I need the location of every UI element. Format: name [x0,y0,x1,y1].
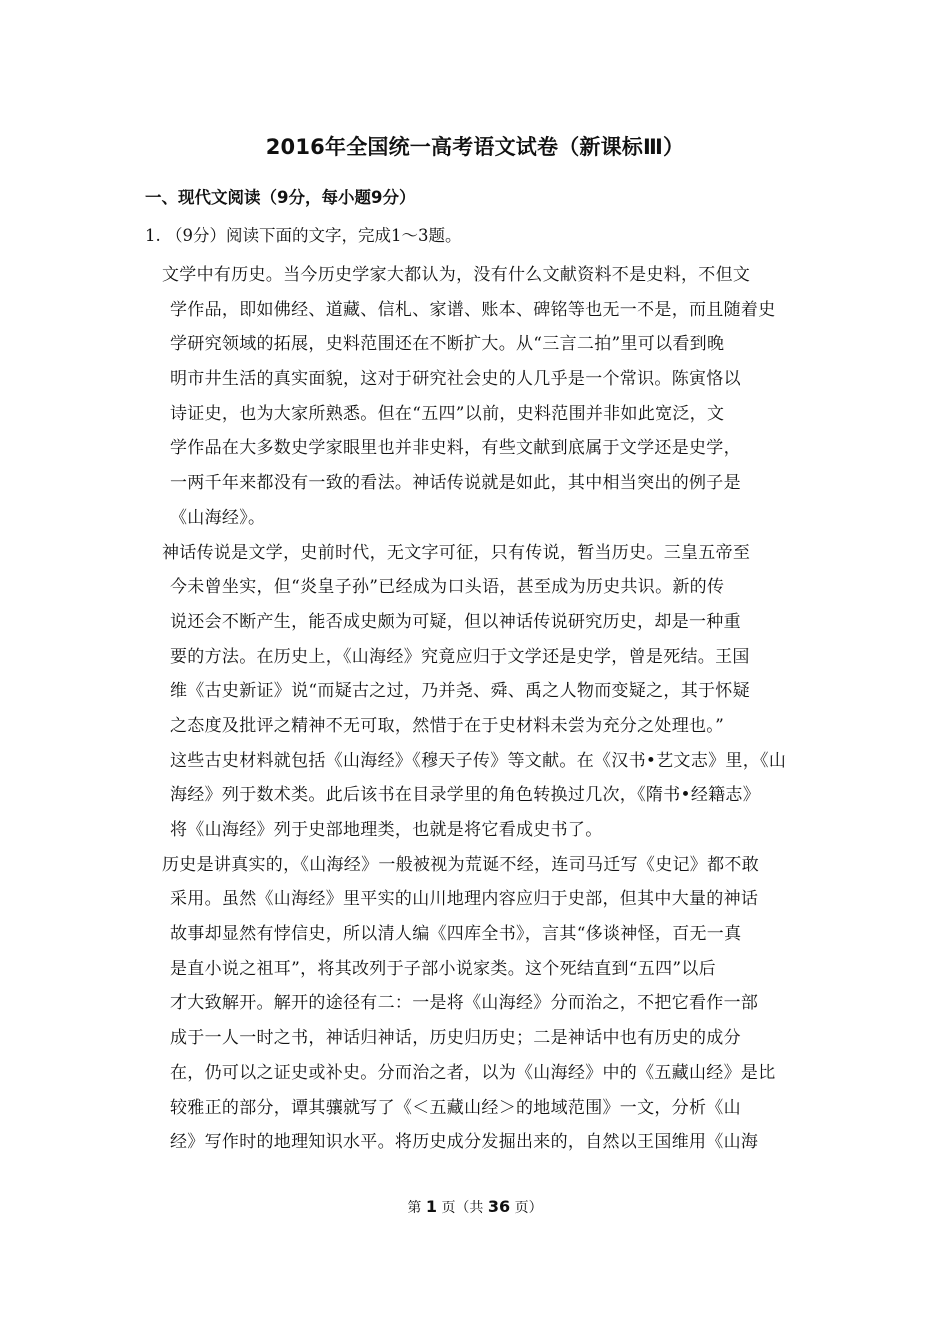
passage-line: 学作品在大多数史学家眼里也并非史料，有些文献到底属于文学还是史学， [170,438,741,459]
passage-line: 故事却显然有悖信史，所以清人编《四库全书》，言其“侈谈神怪，百无一真 [170,924,742,945]
passage-line: 今未曾坐实，但“炎皇子孙”已经成为口头语，甚至成为历史共识。新的传 [170,577,725,598]
passage-line: 成于一人一时之书，神话归神话，历史归历史；二是神话中也有历史的成分 [170,1028,741,1049]
passage-line: 一两千年来都没有一致的看法。神话传说就是如此，其中相当突出的例子是 [170,473,741,494]
passage-line: 明市井生活的真实面貌，这对于研究社会史的人几乎是一个常识。陈寅恪以 [170,369,741,390]
question-prompt [145,222,462,250]
passage-paragraph-3 [162,848,812,1160]
passage-line: 学作品，即如佛经、道藏、信札、家谱、账本、碑铭等也无一不是，而且随着史 [170,299,776,320]
passage-line: 经》写作时的地理知识水平。将历史成分发掘出来的，自然以王国维用《山海 [170,1132,759,1153]
passage-paragraph-1 [162,258,812,536]
passage-line: 历史是讲真实的，《山海经》一般被视为荒诞不经，连司马迁写《史记》都不敢 [162,854,759,875]
passage-line: 诗证史，也为大家所熟悉。但在“五四”以前，史料范围并非如此宽泛，文 [170,403,725,424]
current-page-number: 1 [425,1197,437,1216]
footer-middle: 页（共 [441,1200,484,1216]
passage-line: 文学中有历史。当今历史学家大都认为，没有什么文献资料不是史料，不但文 [162,265,751,285]
passage-line: 较雅正的部分，谭其骧就写了《＜五藏山经＞的地域范围》一文，分析《山 [170,1097,741,1118]
passage-line: 神话传说是文学，史前时代，无文字可征，只有传说，暂当历史。三皇五帝至 [162,542,751,563]
passage-line: 在，仍可以之证史或补史。分而治之者，以为《山海经》中的《五藏山经》是比 [170,1062,776,1083]
total-page-count: 36 [487,1197,511,1216]
question-text: （9分）阅读下面的文字，完成1～3题。 [166,226,462,245]
question-number: 1. [145,226,161,245]
passage-line: 采用。虽然《山海经》里平实的山川地理内容应归于史部，但其中大量的神话 [170,889,759,910]
passage-line: 将《山海经》列于史部地理类，也就是将它看成史书了。 [170,820,603,840]
passage-paragraph-2 [162,536,812,848]
passage-line: 说还会不断产生，能否成史颇为可疑，但以神话传说研究历史，却是一种重 [170,611,741,632]
reading-passage [162,258,812,1160]
passage-line: 才大致解开。解开的途径有二：一是将《山海经》分而治之，不把它看作一部 [170,993,759,1014]
footer-suffix: 页） [514,1200,543,1216]
footer-prefix: 第 [407,1200,422,1216]
passage-line: 海经》列于数术类。此后该书在目录学里的角色转换过几次，《隋书•经籍志》 [170,785,761,806]
passage-line: 这些古史材料就包括《山海经》《穆天子传》等文献。在《汉书•艺文志》里，《山 [170,750,787,771]
passage-line: 《山海经》。 [170,507,266,528]
passage-line: 是直小说之祖耳”，将其改列于子部小说家类。这个死结直到“五四”以后 [170,958,716,979]
passage-line: 维《古史新证》说“而疑古之过，乃并尧、舜、禹之人物而变疑之，其于怀疑 [170,681,750,702]
page-footer [0,1196,950,1219]
section-heading: 一、现代文阅读（9分，每小题9分） [145,188,416,207]
passage-line: 要的方法。在历史上，《山海经》究竟应归于文学还是史学，曾是死结。王国 [170,646,750,667]
passage-line: 学研究领域的拓展，史料范围还在不断扩大。从“三言二拍”里可以看到晚 [170,334,725,355]
page-title: 2016年全国统一高考语文试卷（新课标Ⅲ） [265,135,685,159]
passage-line: 之态度及批评之精神不无可取，然惜于在于史材料未尝为充分之处理也。” [170,715,725,736]
